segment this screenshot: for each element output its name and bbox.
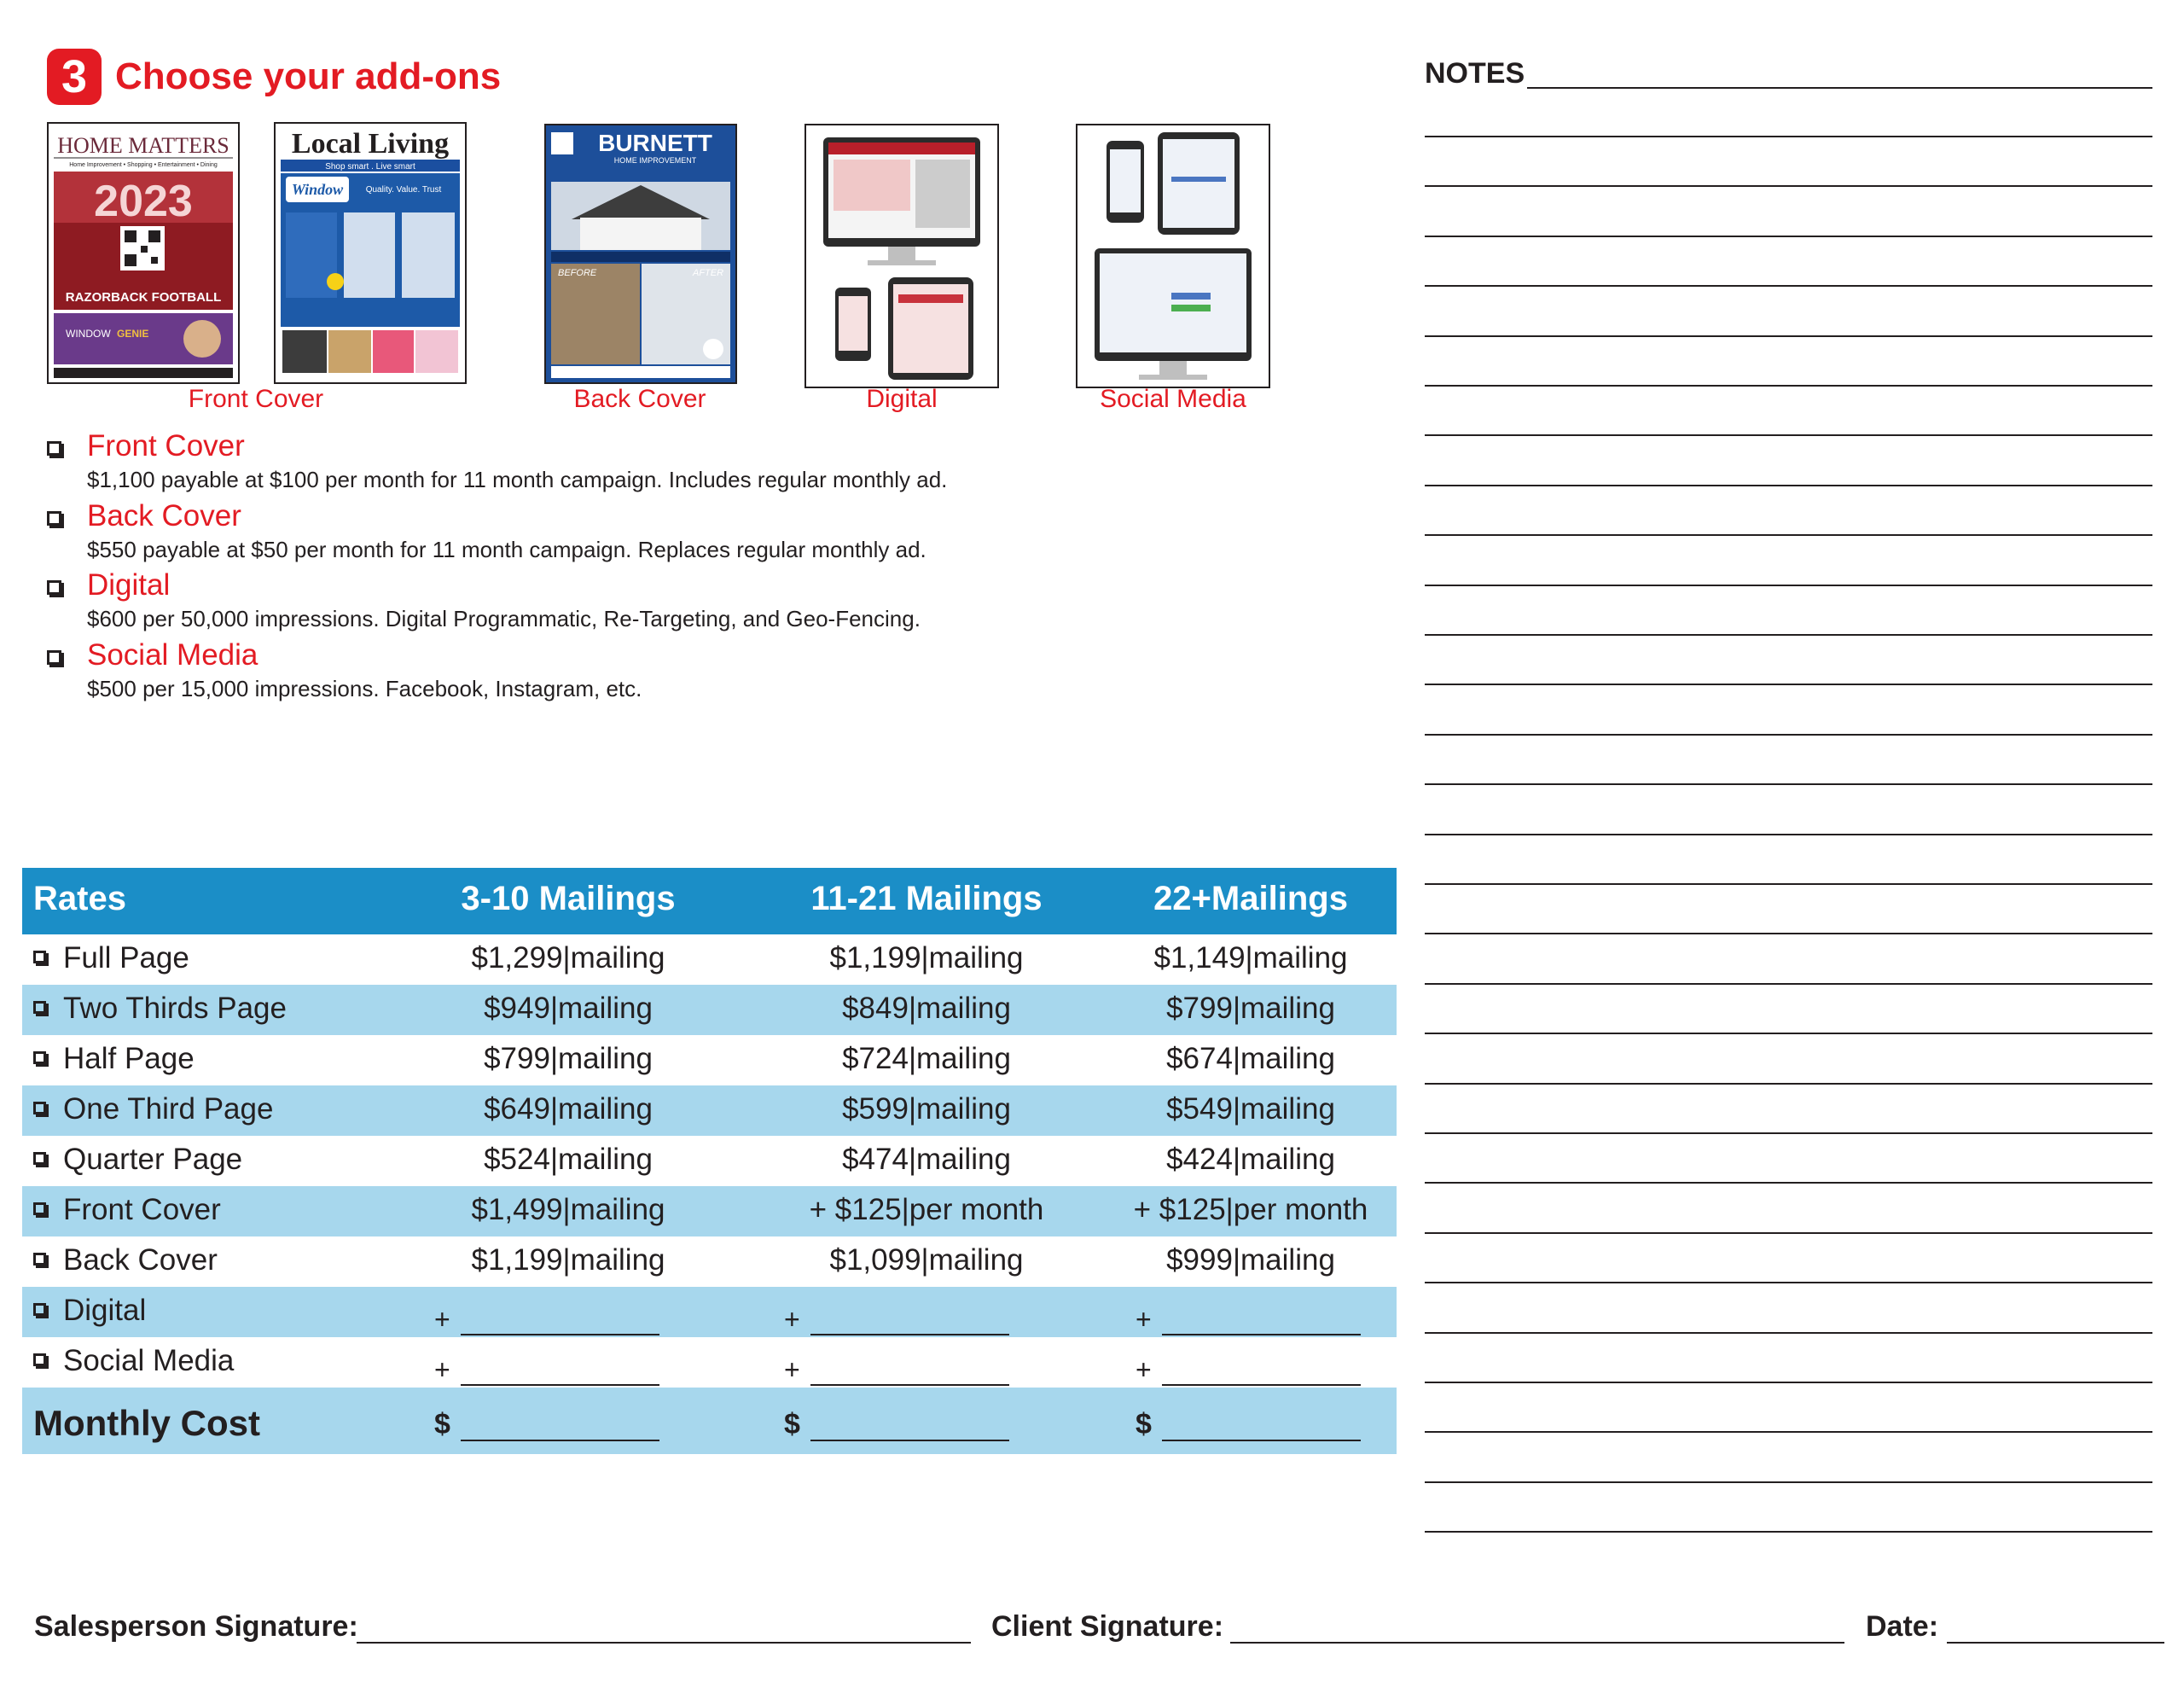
addon-name: Back Cover — [87, 499, 241, 532]
notes-line[interactable] — [1425, 185, 2152, 187]
row-label: One Third Page — [63, 1092, 274, 1126]
addon-description: $550 payable at $50 per month for 11 month campaign. Replaces regular monthly ad. — [87, 537, 926, 562]
notes-line[interactable] — [1425, 1382, 2152, 1383]
rate-value: + $125|per month — [1133, 1193, 1368, 1226]
rate-row-quarter-page — [22, 1136, 1397, 1186]
rate-value: $799|mailing — [1166, 992, 1335, 1025]
checkbox[interactable] — [33, 1051, 46, 1064]
step-number-badge: 3 — [47, 49, 102, 105]
section-title: Choose your add-ons — [115, 55, 502, 97]
rate-value: $1,299|mailing — [471, 941, 665, 975]
date-label: Date: — [1866, 1610, 1939, 1643]
digital-ads-image — [804, 124, 999, 388]
notes-line[interactable] — [1425, 883, 2152, 885]
rate-value: $724|mailing — [842, 1042, 1011, 1075]
rate-value: $1,499|mailing — [471, 1193, 665, 1226]
checkbox[interactable] — [33, 1202, 46, 1215]
social-media-ads-image — [1076, 124, 1270, 388]
monthly-cost-field[interactable]: $ — [784, 1408, 1009, 1441]
digital-caption: Digital — [866, 385, 938, 413]
svg-text:Home Improvement • Shopping •: Home Improvement • Shopping • Entertainment • Dining — [69, 162, 218, 168]
svg-text:HOME IMPROVEMENT: HOME IMPROVEMENT — [613, 156, 697, 165]
rate-value: $1,199|mailing — [471, 1243, 665, 1277]
addon-description: $500 per 15,000 impressions. Facebook, Instagram, etc. — [87, 676, 642, 701]
notes-line[interactable] — [1425, 385, 2152, 387]
rate-value: $474|mailing — [842, 1143, 1011, 1176]
svg-text:AFTER: AFTER — [693, 268, 724, 278]
checkbox[interactable] — [33, 1303, 46, 1316]
rate-value: $649|mailing — [484, 1092, 653, 1126]
svg-text:Local Living: Local Living — [291, 128, 450, 160]
amount-field[interactable]: + — [434, 1304, 659, 1335]
burnett-cover-image — [544, 124, 737, 384]
addon-description: $1,100 payable at $100 per month for 11 month campaign. Includes regular monthly ad. — [87, 467, 948, 492]
monthly-cost-field[interactable]: $ — [1136, 1408, 1361, 1441]
notes-line[interactable] — [1425, 1232, 2152, 1234]
client-signature-label: Client Signature: — [991, 1610, 1224, 1643]
checkbox[interactable] — [47, 511, 61, 526]
client-signature-field[interactable] — [1230, 1642, 1844, 1644]
addon-description: $600 per 50,000 impressions. Digital Programmatic, Re-Targeting, and Geo-Fencing. — [87, 606, 921, 631]
amount-field[interactable]: + — [434, 1354, 659, 1386]
notes-line[interactable] — [1425, 1531, 2152, 1533]
notes-line[interactable] — [1425, 1033, 2152, 1034]
svg-text:GENIE: GENIE — [117, 328, 149, 340]
rate-row-back-cover — [22, 1236, 1397, 1287]
checkbox[interactable] — [33, 1253, 46, 1266]
row-label: Half Page — [63, 1042, 195, 1075]
checkbox[interactable] — [47, 441, 61, 456]
rates-table — [22, 868, 1397, 1454]
row-label: Quarter Page — [63, 1143, 243, 1176]
row-label: Social Media — [63, 1344, 235, 1377]
notes-line[interactable] — [1425, 534, 2152, 536]
notes-line[interactable] — [1425, 1083, 2152, 1085]
rate-value: $1,199|mailing — [829, 941, 1024, 975]
notes-line[interactable] — [1425, 485, 2152, 486]
checkbox[interactable] — [33, 1001, 46, 1014]
checkbox[interactable] — [47, 580, 61, 595]
salesperson-signature-field[interactable] — [357, 1642, 971, 1644]
svg-text:HOME MATTERS: HOME MATTERS — [57, 133, 229, 158]
notes-line[interactable] — [1425, 335, 2152, 337]
notes-line[interactable] — [1425, 1431, 2152, 1433]
rate-value: $524|mailing — [484, 1143, 653, 1176]
rate-row-half-page — [22, 1035, 1397, 1085]
notes-line[interactable] — [1425, 684, 2152, 685]
addon-name: Digital — [87, 568, 171, 602]
rate-row-social-media — [22, 1337, 1397, 1388]
rate-row-full-page — [22, 934, 1397, 985]
rate-value: $674|mailing — [1166, 1042, 1335, 1075]
notes-line[interactable] — [1425, 1332, 2152, 1334]
row-label: Back Cover — [63, 1243, 218, 1277]
row-label: Front Cover — [63, 1193, 221, 1226]
rate-row-front-cover — [22, 1186, 1397, 1236]
row-label: Two Thirds Page — [63, 992, 287, 1025]
svg-text:WINDOW: WINDOW — [66, 328, 111, 340]
svg-text:BURNETT: BURNETT — [598, 130, 712, 156]
notes-line[interactable] — [1425, 933, 2152, 934]
svg-text:Quality. Value. Trust: Quality. Value. Trust — [365, 185, 442, 195]
rate-value: $1,149|mailing — [1153, 941, 1348, 975]
addon-name: Social Media — [87, 638, 258, 672]
salesperson-signature-label: Salesperson Signature: — [34, 1610, 358, 1643]
amount-field[interactable]: + — [1136, 1354, 1361, 1386]
front-cover-caption: Front Cover — [188, 385, 324, 413]
social-media-caption: Social Media — [1100, 385, 1246, 413]
rates-header-row — [22, 868, 1397, 934]
checkbox[interactable] — [47, 650, 61, 665]
header-22-plus-mailings: 22+Mailings — [1153, 880, 1348, 917]
rate-value: $549|mailing — [1166, 1092, 1335, 1126]
rate-row-one-third-page — [22, 1085, 1397, 1136]
rate-value: $599|mailing — [842, 1092, 1011, 1126]
back-cover-caption: Back Cover — [573, 385, 706, 413]
rate-value: $424|mailing — [1166, 1143, 1335, 1176]
notes-line[interactable] — [1425, 834, 2152, 835]
notes-line[interactable] — [1425, 1132, 2152, 1134]
rate-value: + $125|per month — [809, 1193, 1044, 1226]
rate-value: $1,099|mailing — [829, 1243, 1024, 1277]
row-label: Full Page — [63, 941, 189, 975]
header-11-21-mailings: 11-21 Mailings — [810, 880, 1043, 917]
row-label: Digital — [63, 1294, 147, 1327]
notes-line[interactable] — [1425, 136, 2152, 137]
monthly-cost-row — [22, 1388, 1397, 1454]
checkbox[interactable] — [33, 1102, 46, 1114]
notes-line[interactable] — [1527, 87, 2152, 89]
notes-line[interactable] — [1425, 585, 2152, 586]
rate-value: $849|mailing — [842, 992, 1011, 1025]
rate-row-digital — [22, 1287, 1397, 1337]
amount-field[interactable]: + — [1136, 1304, 1361, 1335]
home-matters-cover-image — [47, 122, 240, 384]
addon-name: Front Cover — [87, 429, 245, 463]
notes-line[interactable] — [1425, 434, 2152, 436]
monthly-cost-label: Monthly Cost — [33, 1403, 260, 1443]
date-field[interactable] — [1947, 1642, 2164, 1644]
amount-field[interactable]: + — [784, 1354, 1009, 1386]
notes-line[interactable] — [1425, 783, 2152, 785]
header-rates: Rates — [33, 880, 126, 917]
notes-line[interactable] — [1425, 734, 2152, 736]
header-3-10-mailings: 3-10 Mailings — [461, 880, 676, 917]
notes-line[interactable] — [1425, 1182, 2152, 1184]
checkbox[interactable] — [33, 1152, 46, 1165]
amount-field[interactable]: + — [784, 1304, 1009, 1335]
notes-line[interactable] — [1425, 983, 2152, 985]
svg-text:2023: 2023 — [94, 177, 193, 226]
rate-value: $949|mailing — [484, 992, 653, 1025]
svg-text:Window: Window — [291, 181, 344, 198]
checkbox[interactable] — [33, 1353, 46, 1366]
rate-value: $999|mailing — [1166, 1243, 1335, 1277]
notes-line[interactable] — [1425, 285, 2152, 287]
monthly-cost-field[interactable]: $ — [434, 1408, 659, 1441]
notes-line[interactable] — [1425, 1481, 2152, 1483]
local-living-cover-image — [274, 122, 467, 384]
rate-row-two-thirds-page — [22, 985, 1397, 1035]
svg-text:BEFORE: BEFORE — [558, 268, 597, 278]
notes-line[interactable] — [1425, 1282, 2152, 1283]
checkbox[interactable] — [33, 951, 46, 963]
svg-text:RAZORBACK FOOTBALL: RAZORBACK FOOTBALL — [65, 290, 222, 305]
rate-value: $799|mailing — [484, 1042, 653, 1075]
notes-line[interactable] — [1425, 236, 2152, 237]
notes-label: NOTES — [1425, 57, 1525, 90]
notes-line[interactable] — [1425, 634, 2152, 636]
svg-text:Shop smart . Live smart: Shop smart . Live smart — [325, 162, 415, 172]
